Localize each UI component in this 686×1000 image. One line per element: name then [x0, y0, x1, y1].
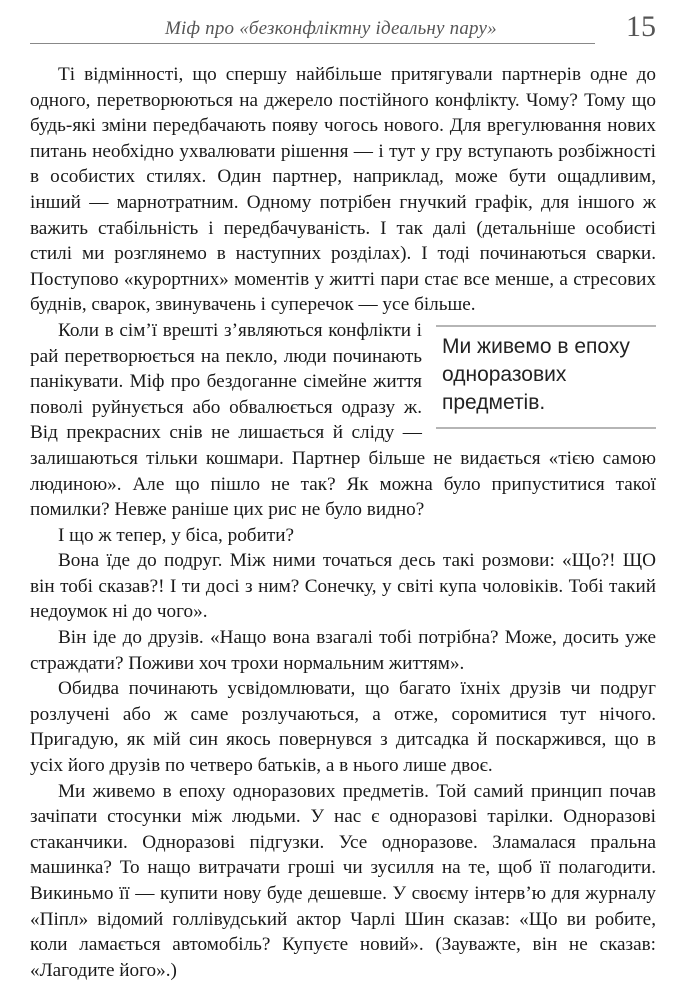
paragraph: Коли в сім’ї врешті з’являються конфлікти і рай перетворюється на пекло, люди починають панікувати. Міф про бездоганне сімейне життя поволі руйнується або обвалюється одразу ж. Від прекрасних снів не лишається й сліду — залишаються тільки кошмари. Партнер більше не видається «тією самою людиною». Але що пішло не так? Як можна було припуститися такої помилки? Невже раніше цих рис не було видно?	[30, 319, 656, 521]
paragraph: Ті відмінності, що спершу найбільше притягували партнерів одне до одного, перетворюються на джерело постійного конфлікту. Чому? Тому що будь-які зміни передбачають появу чогось нового. Для врегулювання нових питань необхідно ухвалювати рішення — і тут у гру вступають розбіжності в особистих стилях. Один партнер, наприклад, може бути ощадливим, інший — марнотратним. Одному потрібен гнучкий графік, для іншого ж важить стабільність і передбачуваність. І так далі (детальніше особисті стилі ми розглянемо в наступних розділах). І тоді починаються сварки. Поступово «курортних» моментів у житті пари стає все менше, а стресових буднів, сварок, звинувачень і суперечок — усе більше.	[30, 64, 656, 316]
paragraph: І що ж тепер, у біса, робити?	[58, 524, 295, 546]
pull-quote: Ми живемо в епоху одноразових предметів.	[436, 325, 656, 429]
page-number: 15	[626, 10, 656, 43]
running-header	[30, 0, 656, 45]
paragraph: Вона їде до подруг. Між ними точаться десь такі розмови: «Що?! ЩО він тобі сказав?! І ти досі з ним? Сонечку, у світі купа чоловіків. Тобі такий недоумок ні до чого».	[30, 550, 656, 623]
paragraph: Обидва починають усвідомлювати, що багато їхніх друзів чи подруг розлучені або ж саме розлучаються, а отже, соромитися тут нічого. Пригадую, як мій син якось повернувся з дитсадка й поскаржився, що в усіх його друзів по четверо батьків, а в нього лише двоє.	[30, 678, 656, 777]
body-text	[30, 62, 656, 983]
header-rule	[30, 43, 595, 44]
running-header-title: Міф про «безконфліктну ідеальну пару»	[165, 18, 497, 39]
paragraph: Він іде до друзів. «Нащо вона взагалі тобі потрібна? Може, досить уже страждати? Поживи хоч трохи нормальним життям».	[30, 627, 656, 674]
paragraph: Ми живемо в епоху одноразових предметів. Той самий принцип почав зачіпати стосунки між людьми. У нас є одноразові тарілки. Одноразові стаканчики. Одноразові підгузки. Усе одноразове. Зламалася пральна машинка? То нащо витрачати гроші чи зусилля на те, щоб її полагодити. Викиньмо її — купити нову буде дешевше. У своєму інтерв’ю для журналу «Піпл» відомий голлівудський актор Чарлі Шин сказав: «Що ви робите, коли ламається автомобіль? Купуєте новий». (Зауважте, він не сказав: «Лагодите його».)	[30, 780, 656, 981]
